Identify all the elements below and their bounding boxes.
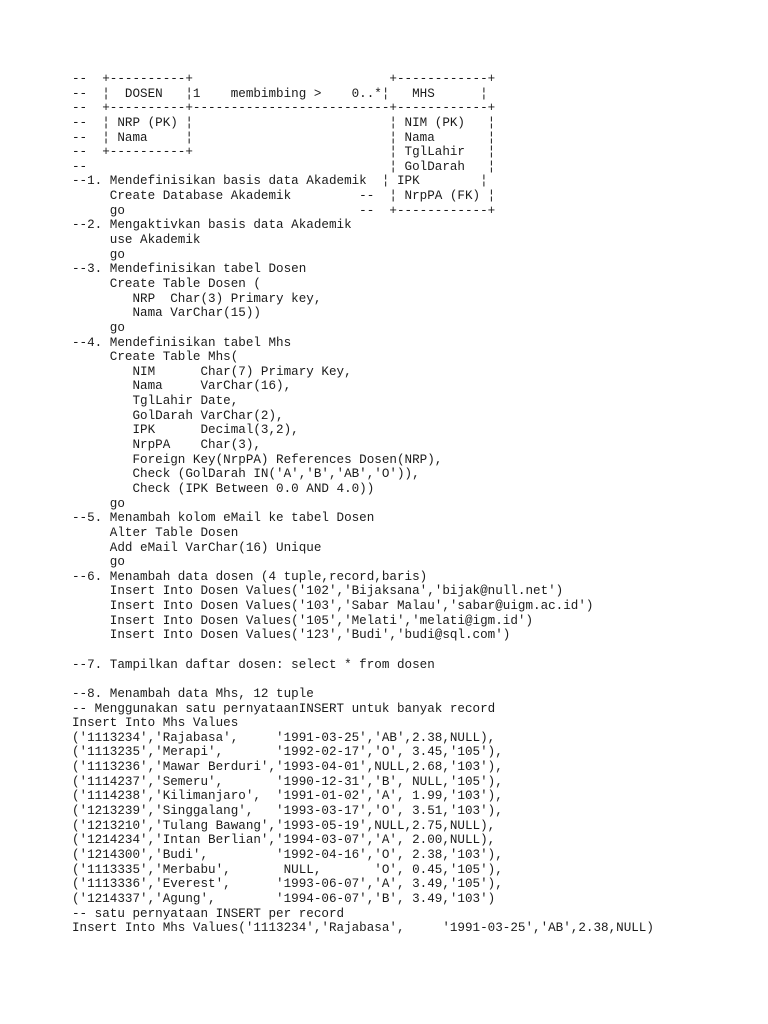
code-line: --7. Tampilkan daftar dosen: select * from dosen	[72, 657, 435, 672]
code-line: --1. Mendefinisikan basis data Akademik ¦ IPK ¦	[72, 174, 488, 189]
code-line: ('1113234','Rajabasa', '1991-03-25','AB',2.38,NULL),	[72, 730, 496, 745]
code-line: Insert Into Dosen Values('105','Melati','melati@igm.id')	[72, 613, 534, 628]
code-line: NIM Char(7) Primary Key,	[72, 364, 352, 379]
code-line: TglLahir Date,	[72, 394, 239, 409]
code-line: go	[72, 320, 125, 335]
code-line: -- ¦ NRP (PK) ¦ ¦ NIM (PK) ¦	[72, 115, 496, 130]
code-line: go	[72, 555, 125, 570]
code-line: --5. Menambah kolom eMail ke tabel Dosen	[72, 511, 375, 526]
code-line: Check (GolDarah IN('A','B','AB','O')),	[72, 467, 420, 482]
code-line: -- satu pernyataan INSERT per record	[72, 906, 345, 921]
code-line	[72, 672, 654, 687]
code-line: --3. Mendefinisikan tabel Dosen	[72, 262, 307, 277]
code-line: go	[72, 247, 125, 262]
code-line: ('1214300','Budi', '1992-04-16','O', 2.38,'103'),	[72, 847, 503, 862]
code-line: GolDarah VarChar(2),	[72, 408, 284, 423]
code-line: go -- +------------+	[72, 203, 496, 218]
code-line: go	[72, 496, 125, 511]
code-line: Create Table Mhs(	[72, 350, 239, 365]
code-line: -- +----------+ +------------+	[72, 72, 496, 86]
code-line: NRP Char(3) Primary key,	[72, 291, 322, 306]
code-line: --2. Mengaktivkan basis data Akademik	[72, 218, 352, 233]
code-line: Foreign Key(NrpPA) References Dosen(NRP),	[72, 452, 443, 467]
code-line: --8. Menambah data Mhs, 12 tuple	[72, 686, 314, 701]
code-line: NrpPA Char(3),	[72, 438, 261, 453]
code-line: ('1113335','Merbabu', NULL, 'O', 0.45,'105'),	[72, 862, 503, 877]
code-line: ('1114238','Kilimanjaro', '1991-01-02','A', 1.99,'103'),	[72, 789, 503, 804]
code-line: IPK Decimal(3,2),	[72, 423, 299, 438]
code-line: ('1113336','Everest', '1993-06-07','A', 3.49,'105'),	[72, 877, 503, 892]
code-line: ('1114237','Semeru', '1990-12-31','B', NULL,'105'),	[72, 774, 503, 789]
code-line: -- Menggunakan satu pernyataanINSERT untuk banyak record	[72, 701, 496, 716]
code-line: Add eMail VarChar(16) Unique	[72, 540, 322, 555]
code-line: Create Table Dosen (	[72, 276, 261, 291]
code-line: Insert Into Mhs Values	[72, 716, 239, 731]
code-line: ('1113235','Merapi', '1992-02-17','O', 3.45,'105'),	[72, 745, 503, 760]
code-line: Check (IPK Between 0.0 AND 4.0))	[72, 481, 375, 496]
code-line: -- ¦ GolDarah ¦	[72, 159, 496, 174]
sql-script	[72, 72, 654, 936]
code-line: ('1113236','Mawar Berduri','1993-04-01',NULL,2.68,'103'),	[72, 760, 503, 775]
code-line: ('1214234','Intan Berlian','1994-03-07','A', 2.00,NULL),	[72, 833, 496, 848]
code-line: Insert Into Mhs Values('1113234','Rajabasa', '1991-03-25','AB',2.38,NULL)	[72, 921, 654, 936]
code-line: ('1213210','Tulang Bawang','1993-05-19',NULL,2.75,NULL),	[72, 818, 496, 833]
code-line: --6. Menambah data dosen (4 tuple,record,baris)	[72, 569, 428, 584]
code-line: Alter Table Dosen	[72, 525, 239, 540]
code-line: Insert Into Dosen Values('102','Bijaksana','bijak@null.net')	[72, 584, 564, 599]
code-line: -- +----------+ ¦ TglLahir ¦	[72, 145, 496, 160]
code-line: ('1214337','Agung', '1994-06-07','B', 3.49,'103')	[72, 891, 496, 906]
code-line: use Akademik	[72, 233, 201, 248]
code-line: Nama VarChar(15))	[72, 306, 261, 321]
code-line	[72, 643, 654, 658]
code-line: --4. Mendefinisikan tabel Mhs	[72, 335, 292, 350]
code-line: -- ¦ Nama ¦ ¦ Nama ¦	[72, 130, 496, 145]
code-line: ('1213239','Singgalang', '1993-03-17','O', 3.51,'103'),	[72, 804, 503, 819]
code-line: Insert Into Dosen Values('123','Budi','budi@sql.com')	[72, 628, 511, 643]
code-line: Nama VarChar(16),	[72, 379, 292, 394]
code-line: Create Database Akademik -- ¦ NrpPA (FK) ¦	[72, 189, 496, 204]
code-line: Insert Into Dosen Values('103','Sabar Malau','sabar@uigm.ac.id')	[72, 599, 594, 614]
code-line: -- +----------+--------------------------+------------+	[72, 101, 496, 116]
code-line: -- ¦ DOSEN ¦1 membimbing > 0..*¦ MHS ¦	[72, 86, 488, 101]
